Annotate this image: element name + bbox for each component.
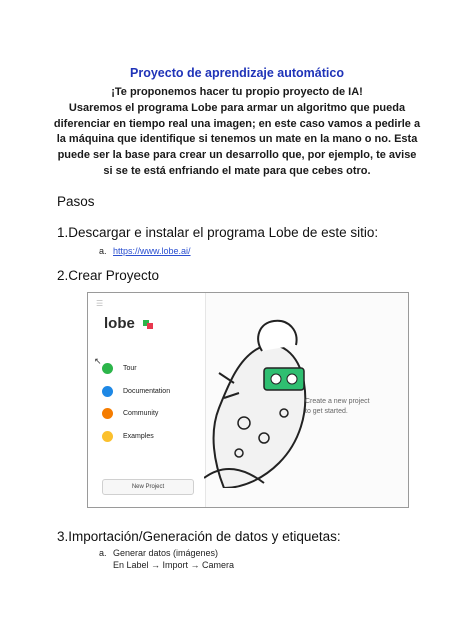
empty-state-hint bbox=[305, 397, 370, 417]
lobe-app-screenshot bbox=[87, 292, 409, 508]
heading-step-1: 1.Descargar e instalar el programa Lobe de este sitio: bbox=[57, 225, 379, 240]
hamburger-icon[interactable]: ☰ bbox=[96, 299, 104, 308]
heading-pasos: Pasos bbox=[57, 194, 95, 209]
nav-item-community[interactable] bbox=[102, 408, 158, 419]
list-item-text: Generar datos (imágenes) bbox=[113, 548, 219, 558]
lobe-logo-text: lobe bbox=[104, 315, 135, 332]
heading-step-2: 2.Crear Proyecto bbox=[57, 268, 160, 283]
nav-item-documentation[interactable] bbox=[102, 386, 170, 397]
book-icon bbox=[102, 386, 113, 397]
intro-paragraph bbox=[52, 85, 422, 180]
hint-line-2: to get started. bbox=[305, 408, 348, 415]
chat-icon bbox=[102, 408, 113, 419]
lobe-link[interactable]: https://www.lobe.ai/ bbox=[113, 246, 191, 256]
lobe-logo bbox=[104, 315, 135, 332]
nav-item-examples[interactable] bbox=[102, 431, 154, 442]
list-item-generate-data bbox=[99, 548, 218, 558]
lobe-sidebar bbox=[88, 293, 206, 507]
logo-square-red bbox=[147, 323, 153, 329]
nav-label: Community bbox=[123, 410, 159, 417]
list-item-download-link bbox=[99, 246, 191, 256]
nav-label: Tour bbox=[123, 365, 137, 372]
intro-line-2: Usaremos el programa Lobe para armar un algoritmo que pueda diferenciar en tiempo real una imagen; en este caso vamos a pedirle a la máquina que identifique si tenemos un mate en la mano o no. Esta puede ser la base para crear un desarrollo que, por ejemplo, te avise si se te está enfriando el mate para que cebes otro. bbox=[53, 101, 421, 177]
list-item-path: En Label → Import → Camera bbox=[113, 560, 235, 570]
nav-item-tour[interactable] bbox=[102, 363, 137, 374]
nav-label: Examples bbox=[123, 433, 154, 440]
nav-label: Documentation bbox=[123, 388, 171, 395]
list-marker: a. bbox=[99, 548, 107, 558]
heading-step-3: 3.Importación/Generación de datos y etiquetas: bbox=[57, 529, 341, 544]
turtle-illustration bbox=[204, 313, 314, 488]
hint-line-1: Create a new project bbox=[305, 398, 370, 405]
lightbulb-icon bbox=[102, 431, 113, 442]
new-project-button[interactable]: New Project bbox=[102, 479, 194, 495]
list-marker: a. bbox=[99, 246, 107, 256]
document-title: Proyecto de aprendizaje automático bbox=[130, 66, 344, 80]
intro-line-1: ¡Te proponemos hacer tu propio proyecto de IA! bbox=[111, 86, 363, 98]
mouse-cursor-icon: ↖ bbox=[94, 356, 102, 366]
play-icon bbox=[102, 363, 113, 374]
